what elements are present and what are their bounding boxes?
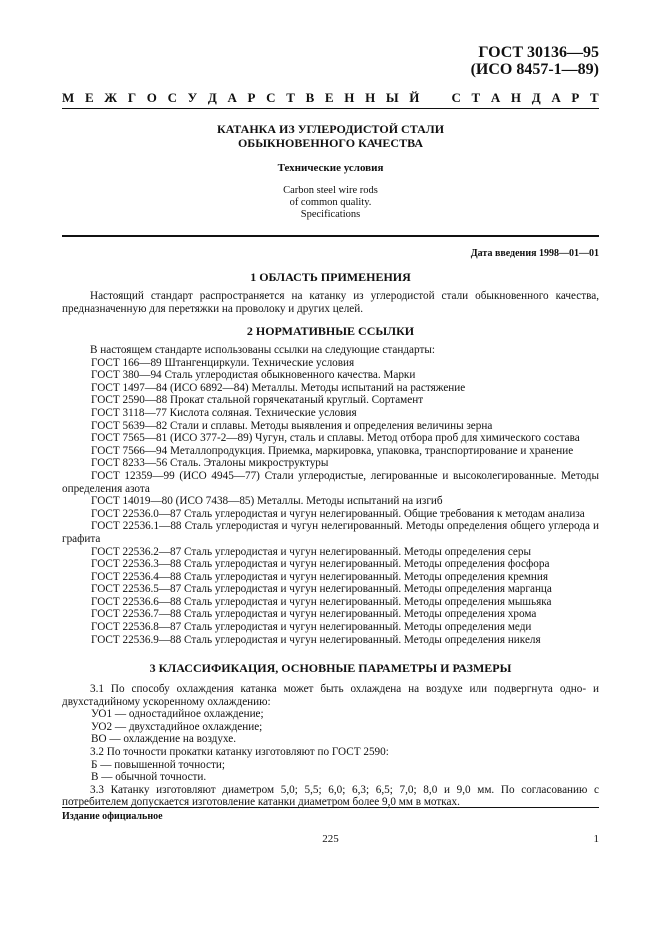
banner-letter: Р [571, 90, 580, 105]
banner-letter: Т [286, 90, 295, 105]
section3-body [62, 683, 599, 809]
reference-item: ГОСТ 2590—88 Прокат стальной горячекатаный круглый. Сортамент [91, 394, 424, 407]
banner-letter: Ж [104, 90, 118, 105]
reference-item: ГОСТ 380—94 Сталь углеродистая обыкновенного качества. Марки [91, 369, 416, 382]
reference-item: ГОСТ 22536.6—88 Сталь углеродистая и чугун нелегированный. Методы определения мышьяка [91, 595, 552, 608]
reference-item: ГОСТ 22536.3—88 Сталь углеродистая и чугун нелегированный. Методы определения фосфора [91, 558, 550, 571]
references-intro: В настоящем стандарте использованы ссылки на следующие стандарты: [90, 344, 435, 356]
section2-heading: 2 НОРМАТИВНЫЕ ССЫЛКИ [246, 324, 415, 338]
section1-paragraph: Настоящий стандарт распространяется на катанку из углеродистой стали обыкновенного качества, предназначенную для перетяжки на проволоку и других целей. [62, 290, 599, 315]
clause-3-2: 3.2 По точности прокатки катанку изготовляют по ГОСТ 2590: [90, 745, 389, 758]
page-index: 1 [593, 833, 599, 845]
reference-item: ГОСТ 166—89 Штангенциркули. Технические условия [91, 356, 355, 369]
reference-item: ГОСТ 5639—82 Стали и сплавы. Методы выявления и определения величины зерна [91, 419, 493, 432]
banner-letter: О [146, 90, 157, 105]
banner-letter: Н [510, 90, 522, 105]
banner-rule [62, 108, 599, 109]
reference-item: ГОСТ 22536.0—87 Сталь углеродистая и чугун нелегированный. Общие требования к методам анализа [91, 507, 585, 520]
title-rule [62, 235, 599, 237]
official-edition-note: Издание официальное [62, 811, 163, 822]
reference-item: ГОСТ 22536.2—87 Сталь углеродистая и чугун нелегированный. Методы определения серы [91, 545, 532, 558]
reference-item: ГОСТ 3118—77 Кислота соляная. Технические условия [91, 406, 357, 419]
banner-letter: Ы [385, 90, 399, 105]
banner-letter: Н [344, 90, 355, 105]
banner-letter: Т [590, 90, 599, 105]
interstate-standard-banner [62, 90, 599, 106]
banner-letter: Т [471, 90, 481, 105]
effective-date: Дата введения 1998—01—01 [470, 248, 599, 259]
reference-item: ГОСТ 22536.4—88 Сталь углеродистая и чугун нелегированный. Методы определения кремния [91, 570, 549, 583]
reference-item: ГОСТ 7565—81 (ИСО 377-2—89) Чугун, сталь и сплавы. Метод отбора проб для химического состава [91, 432, 580, 445]
standard-code-line1: ГОСТ 30136—95 [478, 44, 599, 61]
section1-body [62, 290, 599, 315]
title-line1: КАТАНКА ИЗ УГЛЕРОДИСТОЙ СТАЛИ [216, 122, 445, 136]
accuracy-option-1: Б — повышенной точности; [91, 758, 225, 771]
cooling-option-2: УО2 — двухстадийное охлаждение; [91, 720, 263, 733]
banner-letter: Д [531, 90, 541, 105]
document-title [62, 122, 599, 150]
clause-3-1: 3.1 По способу охлаждения катанка может быть охлаждена на воздухе или подвергнута одно- и двухстадийному ускоренному охлаждению: [62, 683, 599, 708]
banner-letter: Й [409, 90, 420, 105]
english-title-line2: of common quality. [289, 197, 372, 208]
reference-item: ГОСТ 22536.8—87 Сталь углеродистая и чугун нелегированный. Методы определения меди [91, 621, 532, 634]
english-title [62, 185, 599, 221]
cooling-option-1: УО1 — одностадийное охлаждение; [91, 708, 264, 721]
reference-item: ГОСТ 22536.7—88 Сталь углеродистая и чугун нелегированный. Методы определения хрома [91, 608, 537, 621]
banner-letter: Е [84, 90, 94, 105]
standard-code-line2: (ИСО 8457-1—89) [470, 61, 599, 78]
banner-letter: У [187, 90, 198, 105]
cooling-option-3: ВО — охлаждение на воздухе. [91, 733, 237, 746]
references-list [62, 344, 599, 646]
title-line2: ОБЫКНОВЕННОГО КАЧЕСТВА [237, 136, 424, 150]
page-number: 225 [322, 833, 339, 845]
footer-rule [62, 807, 599, 808]
reference-item: ГОСТ 22536.1—88 Сталь углеродистая и чугун нелегированный. Методы определения общего углерода и графита [62, 520, 599, 545]
banner-letter: Г [127, 90, 137, 105]
reference-item: ГОСТ 22536.9—88 Сталь углеродистая и чугун нелегированный. Методы определения никеля [91, 633, 541, 646]
clause-3-3: 3.3 Катанку изготовляют диаметром 5,0; 5,5; 6,0; 6,3; 6,5; 7,0; 8,0 и 9,0 мм. По согласованию с потребителем допускается изготовление катанки диаметром более 9,0 мм в мотках. [62, 783, 599, 809]
banner-letter: А [551, 90, 561, 105]
banner-letter: Р [247, 90, 256, 105]
banner-letter: А [227, 90, 237, 105]
banner-letter: С [451, 90, 461, 105]
standard-code [471, 44, 599, 78]
banner-letter: В [305, 90, 315, 105]
banner-letter: М [62, 90, 75, 105]
banner-letter: С [167, 90, 177, 105]
banner-letter: А [490, 90, 501, 105]
section1-heading: 1 ОБЛАСТЬ ПРИМЕНЕНИЯ [250, 270, 411, 284]
reference-item: ГОСТ 14019—80 (ИСО 7438—85) Металлы. Методы испытаний на изгиб [91, 495, 443, 508]
banner-letter: С [266, 90, 276, 105]
reference-item: ГОСТ 12359—99 (ИСО 4945—77) Стали углеродистые, легированные и высоколегированные. Методы определения азота [62, 469, 599, 495]
reference-item: ГОСТ 22536.5—87 Сталь углеродистая и чугун нелегированный. Методы определения марганца [91, 583, 552, 596]
banner-letter: Е [324, 90, 334, 105]
section3-heading: 3 КЛАССИФИКАЦИЯ, ОСНОВНЫЕ ПАРАМЕТРЫ И РАЗМЕРЫ [149, 661, 512, 675]
reference-item: ГОСТ 1497—84 (ИСО 6892—84) Металлы. Методы испытаний на растяжение [91, 381, 466, 394]
reference-item: ГОСТ 8233—56 Сталь. Эталоны микроструктуры [91, 457, 329, 470]
accuracy-option-2: В — обычной точности. [91, 771, 207, 784]
reference-item: ГОСТ 7566—94 Металлопродукция. Приемка, маркировка, упаковка, транспортирование и хранение [91, 444, 574, 457]
english-title-line3: Specifications [300, 209, 361, 220]
english-title-line1: Carbon steel wire rods [283, 185, 378, 196]
banner-letter: Д [207, 90, 217, 105]
banner-letter: Н [365, 90, 376, 105]
document-subtitle: Технические условия [277, 162, 384, 174]
